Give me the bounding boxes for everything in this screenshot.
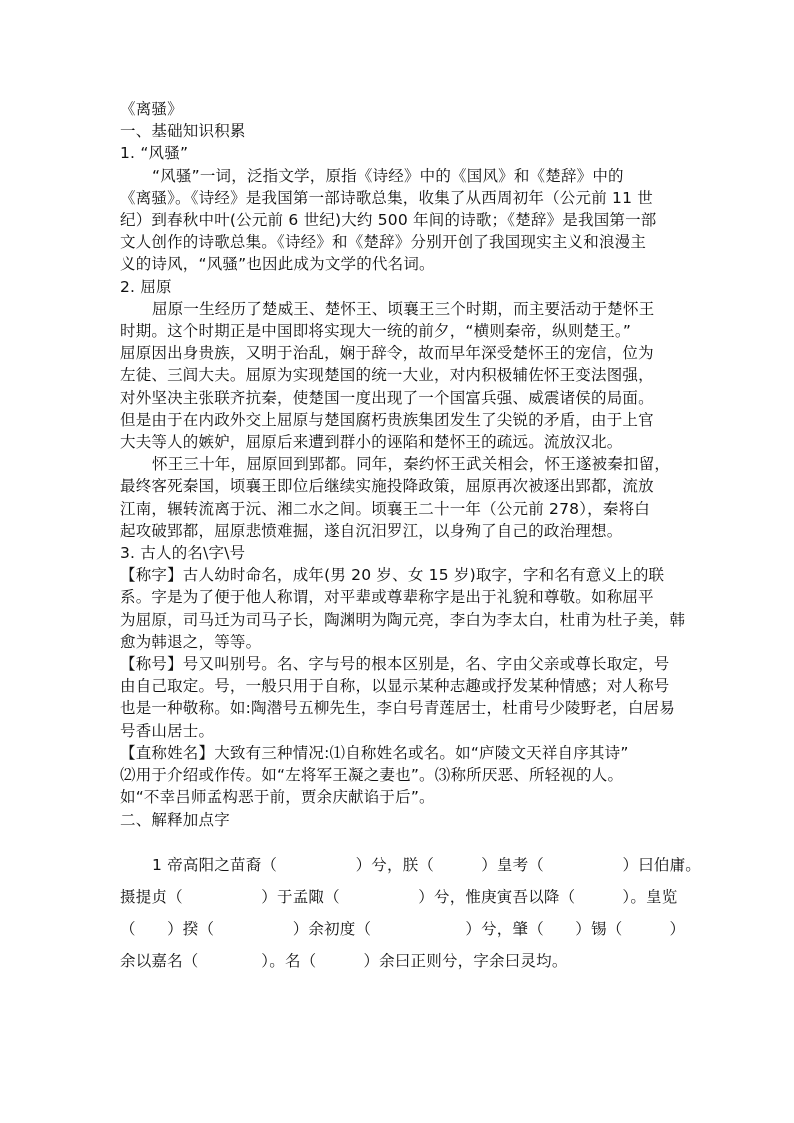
paragraph-line: 义的诗风，“风骚”也因此成为文学的代名词。	[120, 255, 435, 274]
paragraph-line: 起攻破郢都，屈原悲愤难掘，遂自沉汨罗江，以身殉了自己的政治理想。	[120, 521, 623, 540]
paragraph-line: 但是由于在内政外交上屈原与楚国腐朽贵族集团发生了尖锐的矛盾，由于上官	[120, 410, 654, 429]
paragraph-line: 江南，辗转流离于沅、湘二水之间。顷襄王二十一年（公元前 278），秦将白	[120, 499, 650, 518]
blank-line: 1 帝高阳之苗裔（ ）兮，朕（ ）皇考（ ）曰伯庸。	[152, 855, 701, 874]
paragraph-line: 最终客死秦国，顷襄王即位后继续实施投降政策，屈原再次被逐出郢都，流放	[120, 477, 654, 496]
blank-line: （ ）揆（ ）余初度（ ）兮，肇（ ）锡（ ）	[120, 919, 686, 938]
paragraph-line: 【称字】古人幼时命名，成年(男 20 岁、女 15 岁)取字，字和名有意义上的联	[120, 566, 665, 585]
paragraph-line: 怀王三十年，屈原回到郢都。同年，秦约怀王武关相会，怀王遂被秦扣留，	[152, 455, 671, 474]
paragraph-line: 时期。这个时期正是中国即将实现大一统的前夕，“横则秦帝，纵则楚王。”	[120, 322, 632, 341]
paragraph-line: ⑵用于介绍或作传。如“左将军王凝之妻也”。⑶称所厌恶、所轻视的人。	[120, 766, 624, 785]
blank-line: 摄提贞（ ）于孟陬（ ）兮，惟庚寅吾以降（ ）。皇览	[120, 887, 678, 906]
subheading-quyuan: 2. 屈原	[120, 277, 172, 296]
paragraph-line: 大夫等人的嫉妒，屈原后来遭到群小的诬陷和楚怀王的疏远。流放汉北。	[120, 433, 623, 452]
paragraph-line: 屈原因出身贵族，又明于治乱，娴于辞令，故而早年深受楚怀王的宠信，位为	[120, 344, 654, 363]
paragraph-line: 号香山居士。	[120, 721, 215, 740]
paragraph-line: 【直称姓名】大致有三种情况:⑴自称姓名或名。如“庐陵文天祥自序其诗”	[120, 743, 629, 762]
paragraph-line: 系。字是为了便于他人称谓，对平辈或尊辈称字是出于礼貌和尊敬。如称屈平	[120, 588, 654, 607]
subheading-names: 3. 古人的名\字\号	[120, 544, 246, 563]
paragraph-line: “风骚”一词，泛指文学，原指《诗经》中的《国风》和《楚辞》中的	[152, 166, 624, 185]
paragraph-line: 《离骚》。《诗经》是我国第一部诗歌总集，收集了从西周初年（公元前 11 世	[120, 188, 653, 207]
paragraph-line: 对外坚决主张联齐抗秦，使楚国一度出现了一个国富兵强、威震诸侯的局面。	[120, 388, 654, 407]
section-heading-1: 一、基础知识积累	[120, 122, 246, 141]
section-heading-2: 二、解释加点字	[120, 810, 230, 829]
paragraph-line: 【称号】号又叫别号。名、字与号的根本区别是，名、字由父亲或尊长取定，号	[120, 655, 670, 674]
paragraph-line: 愈为韩退之，等等。	[120, 632, 262, 651]
paragraph-line: 纪）到春秋中叶(公元前 6 世纪)大约 500 年间的诗歌；《楚辞》是我国第一部	[120, 211, 657, 230]
document-body	[120, 98, 701, 977]
paragraph-line: 左徒、三闾大夫。屈原为实现楚国的统一大业，对内积极辅佐怀王变法图强，	[120, 366, 654, 385]
paragraph-line: 由自己取定。号，一般只用于自称，以显示某种志趣或抒发某种情感；对人称号	[120, 677, 670, 696]
subheading-fengsao: 1. “风骚”	[120, 144, 189, 163]
paragraph-line: 如“不幸吕师孟构恶于前，贾余庆献谄于后”。	[120, 788, 435, 807]
paragraph-line: 也是一种敬称。如:陶潜号五柳先生，李白号青莲居士，杜甫号少陵野老，白居易	[120, 699, 675, 718]
paragraph-line: 文人创作的诗歌总集。《诗经》和《楚辞》分别开创了我国现实主义和浪漫主	[120, 233, 647, 252]
doc-title: 《离骚》	[120, 100, 183, 118]
fill-in-blanks	[120, 849, 701, 977]
paragraph-line: 屈原一生经历了楚威王、楚怀王、顷襄王三个时期，而主要活动于楚怀王	[152, 299, 655, 318]
blank-line: 余以嘉名（ ）。名（ ）余曰正则兮，字余曰灵均。	[120, 951, 568, 970]
paragraph-line: 为屈原，司马迁为司马子长，陶渊明为陶元亮，李白为李太白，杜甫为杜子美，韩	[120, 610, 686, 629]
